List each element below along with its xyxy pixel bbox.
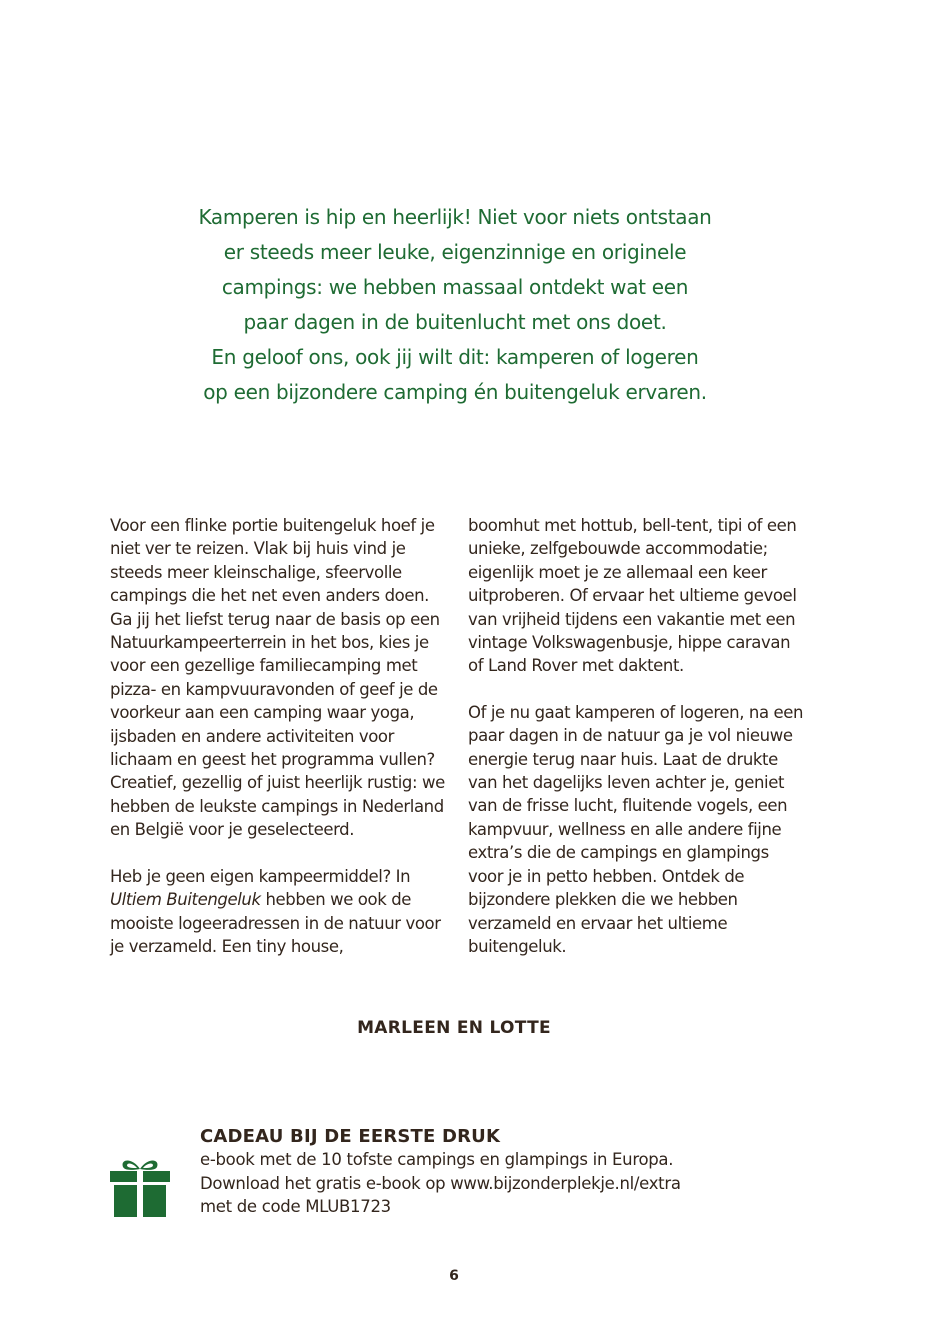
left-column <box>110 514 450 981</box>
paragraph-2-start: Heb je geen eigen kampeermiddel? In <box>110 866 411 886</box>
intro-line-5: En geloof ons, ook jij wilt dit: kamperen of logeren <box>211 345 699 369</box>
intro-line-6: op een bijzondere camping én buitengeluk ervaren. <box>203 380 707 404</box>
author-signature: MARLEEN EN LOTTE <box>357 1018 551 1038</box>
intro-line-3: campings: we hebben massaal ontdekt wat een <box>221 275 689 299</box>
paragraph-2-end: hebben we ook de mooiste logeeradressen in de natuur voor je verzameld. Een tiny house, <box>110 890 441 956</box>
right-column <box>468 514 808 981</box>
gift-line-3: met de code MLUB1723 <box>200 1197 391 1217</box>
page-number: 6 <box>449 1268 459 1284</box>
paragraph-1: Voor een flinke portie buitengeluk hoef je niet ver te reizen. Vlak bij huis vind je steeds meer kleinschalige, sfeervolle campings die het net even anders doen. Ga jij het liefst terug naar de basis op een Natuurkampeerterrein in het bos, kies je voor een gezellige familiecamping met pizza- en kampvuuravonden of geef je de voorkeur aan een camping waar yoga, ijsbaden en andere activiteiten voor lichaam en geest het programma vullen? Creatief, gezellig of juist heerlijk rustig: we hebben de leukste campings in Nederland en België voor je geselecteerd. <box>110 516 445 840</box>
gift-line-1: e-book met de 10 tofste campings en glampings in Europa. <box>200 1150 674 1170</box>
book-title: Ultiem Buitengeluk <box>110 890 261 910</box>
gift-line-2: Download het gratis e-book op www.bijzonderplekje.nl/extra <box>200 1173 681 1193</box>
paragraph-4: Of je nu gaat kamperen of logeren, na een paar dagen in de natuur ga je vol nieuwe energie terug naar huis. Laat de drukte van het dagelijks leven achter je, geniet van de frisse lucht, fluitende vogels, een kampvuur, wellness en alle andere fijne extra’s die de campings en glampings voor je in petto hebben. Ontdek de bijzondere plekken die we hebben verzameld en ervaar het ultieme buitengeluk. <box>468 702 804 956</box>
paragraph-2 <box>110 865 450 959</box>
intro-line-1: Kamperen is hip en heerlijk! Niet voor niets ontstaan <box>198 205 712 229</box>
intro-line-4: paar dagen in de buitenlucht met ons doet. <box>243 310 667 334</box>
intro-text <box>150 200 760 410</box>
gift-icon <box>108 1155 172 1219</box>
paragraph-3: boomhut met hottub, bell-tent, tipi of een unieke, zelfgebouwde accommodatie; eigenlijk moet je ze allemaal een keer uitproberen. Of ervaar het ultieme gevoel van vrijheid tijdens een vakantie met een vintage Volkswagenbusje, hippe caravan of Land Rover met daktent. <box>468 516 797 676</box>
gift-title: CADEAU BIJ DE EERSTE DRUK <box>200 1126 501 1147</box>
gift-section <box>200 1125 820 1219</box>
intro-line-2: er steeds meer leuke, eigenzinnige en originele <box>223 240 687 264</box>
